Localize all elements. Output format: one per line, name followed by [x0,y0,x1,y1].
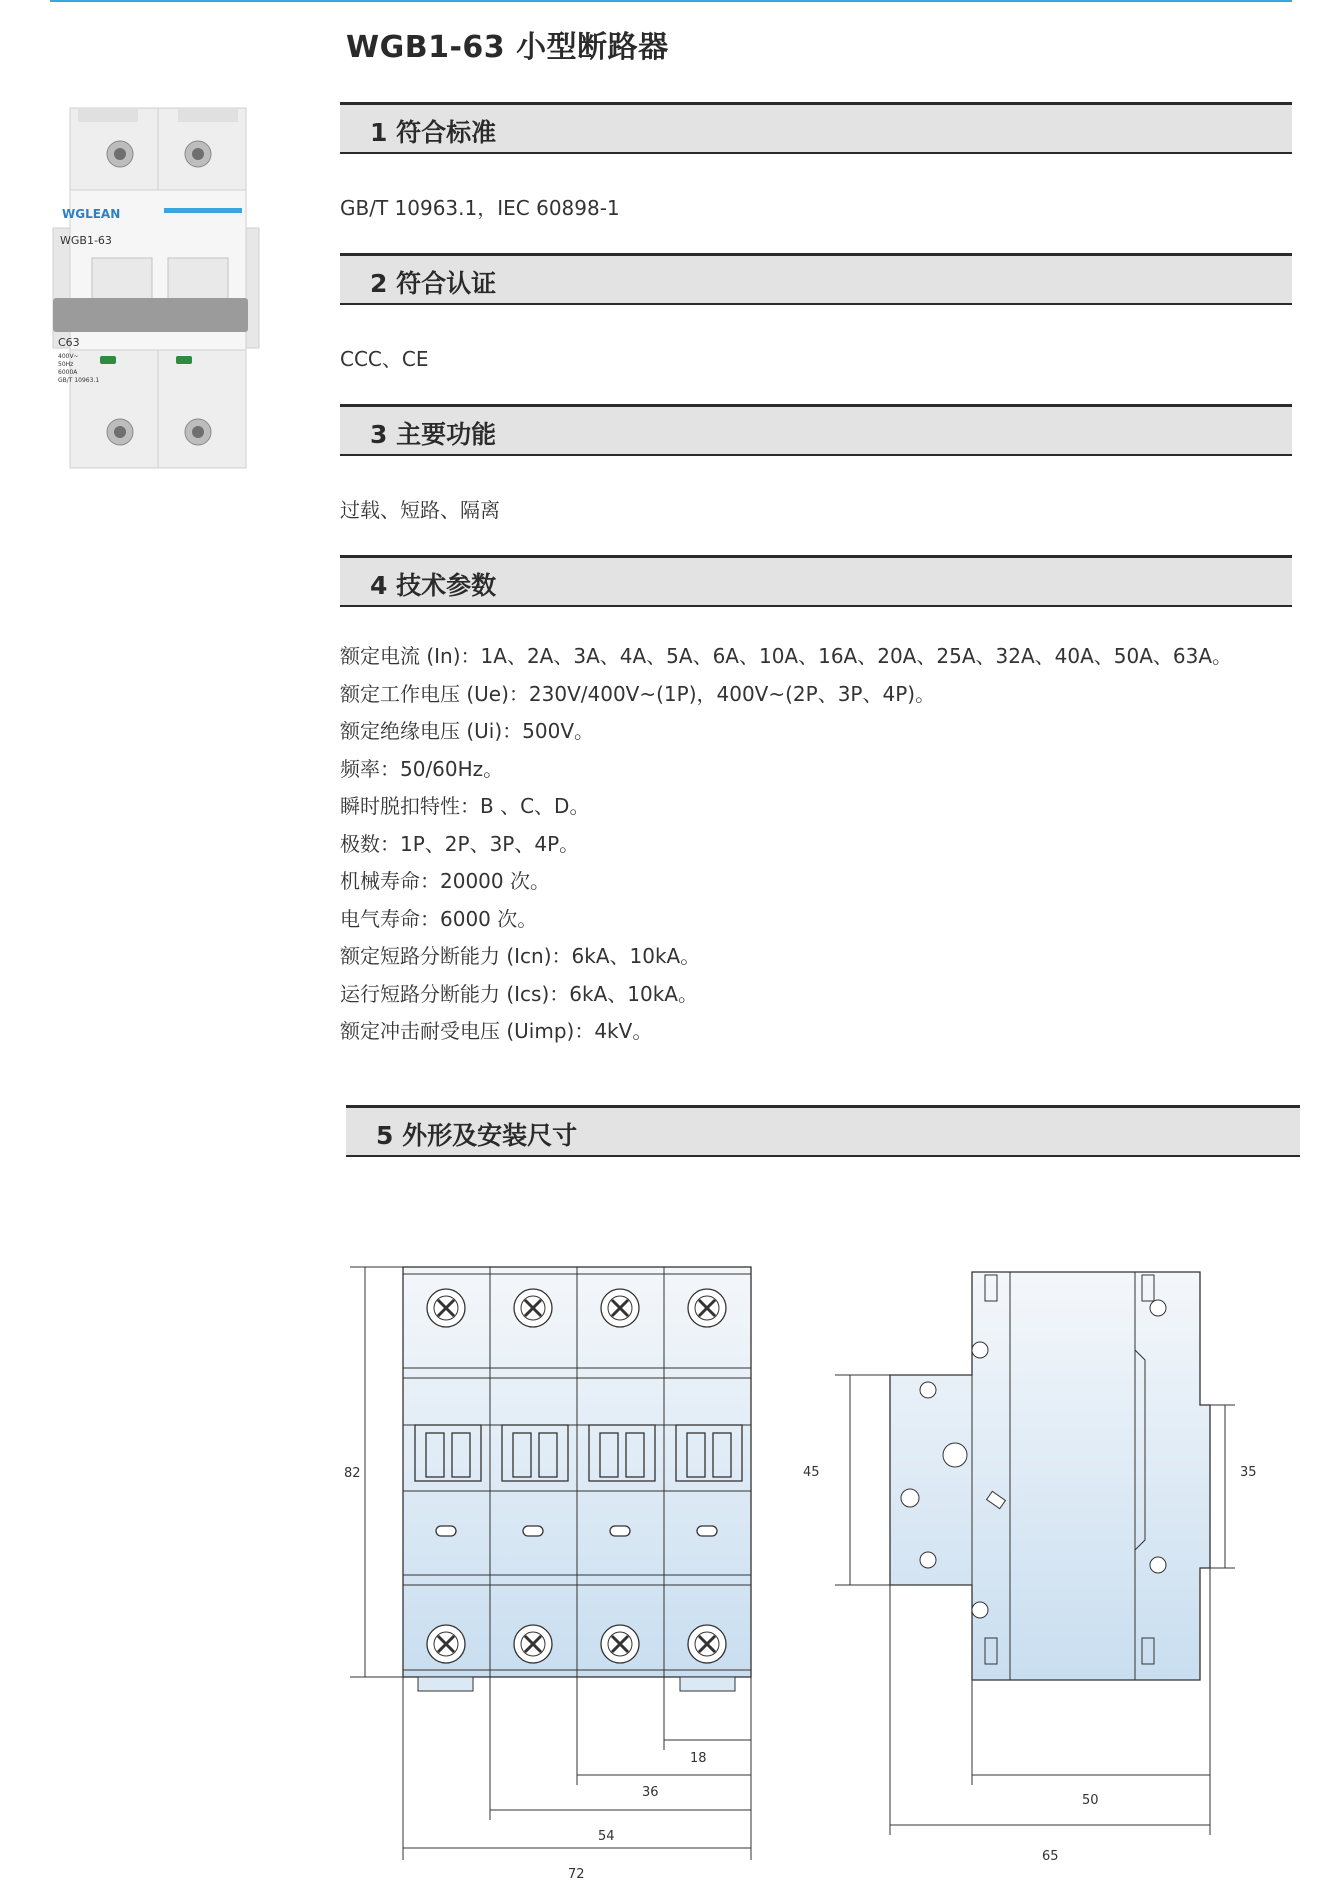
dim-width-54: 54 [598,1829,615,1844]
param-item: 机械寿命：20000 次。 [340,869,550,893]
section-header-certification [340,253,1292,305]
param-item: 额定短路分断能力 (Icn)：6kA、10kA。 [340,944,701,968]
section-title: 3 主要功能 [370,420,497,449]
dim-height-82: 82 [344,1466,361,1481]
certification-text: CCC、CE [340,347,429,371]
side-handle-knob [901,1489,919,1507]
param-item: 额定工作电压 (Ue)：230V/400V~(1P)，400V~(2P、3P、4P)。 [340,681,936,706]
param-item: 瞬时脱扣特性：B 、C、D。 [340,794,590,818]
section-title: 5 外形及安装尺寸 [376,1121,578,1150]
dim-width-18: 18 [690,1751,707,1766]
standards-text: GB/T 10963.1，IEC 60898-1 [340,196,620,220]
tech-params-list [340,638,1232,1051]
spec-frequency: 50Hz [58,361,74,368]
section-header-standards [340,102,1292,154]
param-item: 额定绝缘电压 (Ui)：500V。 [340,719,595,743]
param-item: 频率：50/60Hz。 [340,756,504,781]
param-item: 运行短路分断能力 (Ics)：6kA、10kA。 [340,981,698,1006]
param-item: 额定电流 (In)：1A、2A、3A、4A、5A、6A、10A、16A、20A、25A、32A、40A、50A、63A。 [340,644,1233,668]
dim-width-36: 36 [642,1785,659,1800]
rating-label: C63 [58,336,80,349]
product-model-label: WGB1-63 [60,234,112,247]
spec-standard: GB/T 10963.1 [58,377,100,384]
dim-depth-50: 50 [1082,1793,1099,1808]
brand-logo: WGLEAN [62,207,121,221]
functions-text: 过载、短路、隔离 [340,498,500,522]
dim-height-45: 45 [803,1465,820,1480]
spec-voltage: 400V~ [58,353,79,360]
operating-handle [53,298,248,332]
dimension-drawing [330,1240,1300,1880]
section-header-dimensions [346,1105,1300,1157]
dim-height-35: 35 [1240,1465,1257,1480]
section-header-functions [340,404,1292,456]
section-header-tech-params [340,555,1292,607]
front-view [344,1267,751,1880]
page-title: WGB1-63 小型断路器 [346,30,669,65]
dim-depth-65: 65 [1042,1849,1059,1864]
param-item: 电气寿命：6000 次。 [340,906,538,931]
section-title: 4 技术参数 [370,571,497,600]
section-title: 2 符合认证 [370,269,497,298]
dim-width-72: 72 [568,1867,585,1880]
param-item: 极数：1P、2P、3P、4P。 [340,831,580,856]
param-item: 额定冲击耐受电压 (Uimp)：4kV。 [340,1019,653,1043]
top-accent-line [50,0,1292,2]
spec-breaking: 6000A [58,369,78,376]
section-title: 1 符合标准 [370,118,497,147]
side-view [803,1272,1257,1864]
product-image [48,98,288,478]
